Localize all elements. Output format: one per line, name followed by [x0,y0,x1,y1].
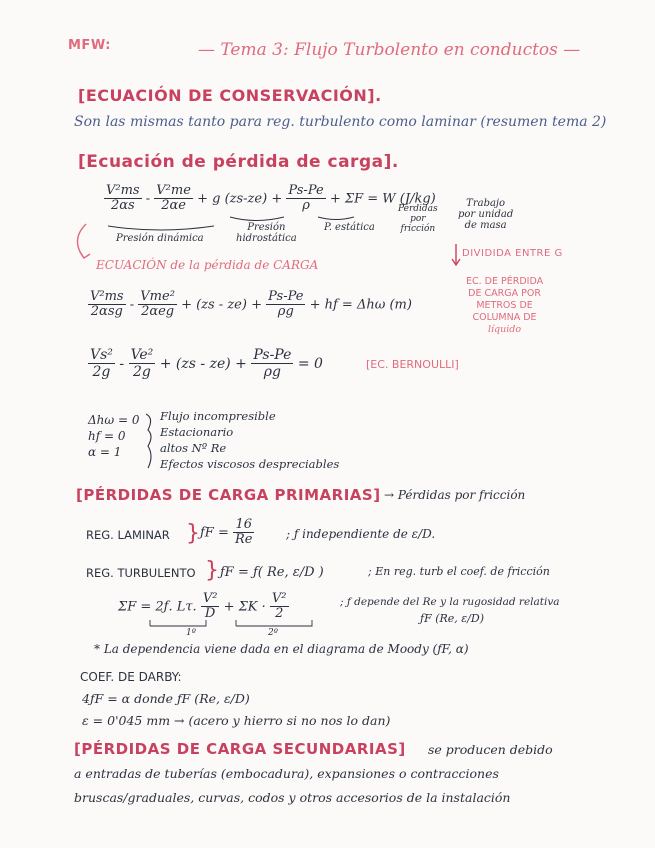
moody-note: * La dependencia viene dada en el diagrama de Moody (ƒF, α) [94,642,469,656]
equation-1: $\frac{\text{V²ms}}{2\alpha s}$ - $\frac{\text{V²me}}{2\alpha e}$ + g (zs-ze) + $\frac{Ps-Pe}{\rho}$ + ΣF = W (J/kg) [106,183,436,214]
page-title: — Tema 3: Flujo Turbolento en conductos — [198,40,581,60]
ec-bernoulli-label: [EC. BERNOULLI] [366,358,459,371]
eq1-term4: $\frac{Ps-Pe}{\rho}$ [288,183,324,214]
eq1-term2: $\frac{\text{V²me}}{2\alpha e}$ [156,183,191,214]
turbulento-equation: ƒF = ƒ( Re, ε/D ) [220,565,324,580]
brace-label-2: 2º [268,628,278,638]
conditions-right: Flujo incompresible Estacionario altos Nº Re Efectos viscosos despreciables [160,409,340,471]
label-presion-hidrostatica: Presión hidrostática [236,222,297,244]
underbrace-estatica [318,217,354,220]
secundarias-text-2: a entradas de tuberías (embocadura), expansiones o contracciones [74,766,499,781]
eq3-term4: $\frac{Ps-Pe}{\rho g}$ [253,347,292,381]
dividida-entre-g: DIVIDIDA ENTRE G [462,248,563,259]
sumF-note-2: ƒF (Re, ε/D) [420,612,484,625]
eq1-term3: g (zs-ze) [212,191,268,207]
conditions-brace [146,414,151,468]
eq2-term1: $\frac{\text{V²ms}}{\text{2αsg}}$ [90,289,124,320]
label-presion-dinamica: Presión dinámica [116,233,204,244]
sumF-note: ; ƒ depende del Re y la rugosidad relativa [340,596,560,608]
ecuacion-perdida-label: ECUACIÓN de la pérdida de CARGA [96,258,319,272]
sumF-equation: ΣF = 2ƒ. Lτ. $\frac{\text{V²}}{D}$ + ΣK · $\frac{\text{V²}}{2}$ [118,591,287,622]
eq3-term1: $\frac{\text{Vs²}}{2g}$ [90,347,113,381]
corner-note: MFW: [68,38,111,53]
arrow-head-dividida [452,259,460,265]
eq3-term3: + (zs - ze) + [159,356,247,373]
eq2-term4: $\frac{Ps-Pe}{\rho g}$ [268,289,304,320]
eq2-term5: + hf = Δhω (m) [309,297,412,313]
laminar-brace: } [186,521,200,546]
ec-perdida-metros-note: EC. DE PÉRDIDA DE CARGA POR METROS DE COLUMNA DE líquido [466,276,544,335]
primarias-arrow-text: → Pérdidas por fricción [384,488,526,502]
conservacion-text: Son las mismas tanto para reg. turbulento como laminar (resumen tema 2) [74,114,607,130]
label-perdidas-friccion: Pérdidas por fricción [398,204,438,234]
secundarias-text-3: bruscas/graduales, curvas, codos y otros accesorios de la instalación [74,790,511,805]
brace-label-1: 1º [186,628,196,638]
label-presion-estatica: P. estática [324,222,375,233]
heading-primarias: [PÉRDIDAS DE CARGA PRIMARIAS] [76,486,381,504]
eq2-term2: $\frac{\text{Vme²}}{\text{2αeg}}$ [140,289,175,320]
label-trabajo: Trabajo por unidad de masa [458,198,514,231]
turbulento-brace: } [205,558,219,583]
epsilon-note: ε = 0'045 mm → (acero y hierro si no nos lo dan) [82,713,391,728]
laminar-equation: ƒF = $\frac{16}{Re}$ [200,517,253,548]
conditions-left: Δhω = 0 hf = 0 α = 1 [88,413,140,459]
reg-laminar-label: REG. LAMINAR [86,528,170,542]
underbrace-hidrostatica [230,217,284,221]
darby-equation: 4ƒF = α donde ƒF (Re, ε/D) [82,691,250,706]
underbrace-dinamica [108,226,214,230]
eq1-term1: $\frac{\text{V²ms}}{2\alpha s}$ [106,183,140,214]
secundarias-text-1: se producen debido [428,742,553,757]
equation-2: $\frac{\text{V²ms}}{\text{2αsg}}$ - $\frac{\text{Vme²}}{\text{2αeg}}$ + (zs - ze) + $\frac{Ps-Pe}{\rho g}$ + hf = Δhω (m) [90,289,412,320]
eq3-term5: = 0 [297,356,323,373]
arrow-head-left [80,252,90,258]
darby-label: COEF. DE DARBY: [80,670,182,684]
eq1-term5: ΣF [344,191,364,207]
heading-perdida: [Ecuación de pérdida de carga]. [78,152,399,172]
arrow-curve-left [77,224,86,258]
turbulento-note: ; En reg. turb el coef. de fricción [368,565,550,578]
reg-turbulento-label: REG. TURBULENTO [86,566,196,580]
equation-3: $\frac{\text{Vs²}}{2g}$ - $\frac{\text{Ve²}}{2g}$ + (zs - ze) + $\frac{Ps-Pe}{\rho g}$ = 0 [90,347,323,381]
heading-secundarias: [PÉRDIDAS DE CARGA SECUNDARIAS] [74,740,406,758]
eq2-term3: + (zs - ze) + [181,297,262,313]
laminar-note: ; ƒ independiente de ε/D. [286,527,436,541]
eq3-term2: $\frac{\text{Ve²}}{2g}$ [130,347,154,381]
eq1-term6: W (J/kg) [382,191,436,207]
heading-conservacion: [ECUACIÓN DE CONSERVACIÓN]. [78,86,382,105]
